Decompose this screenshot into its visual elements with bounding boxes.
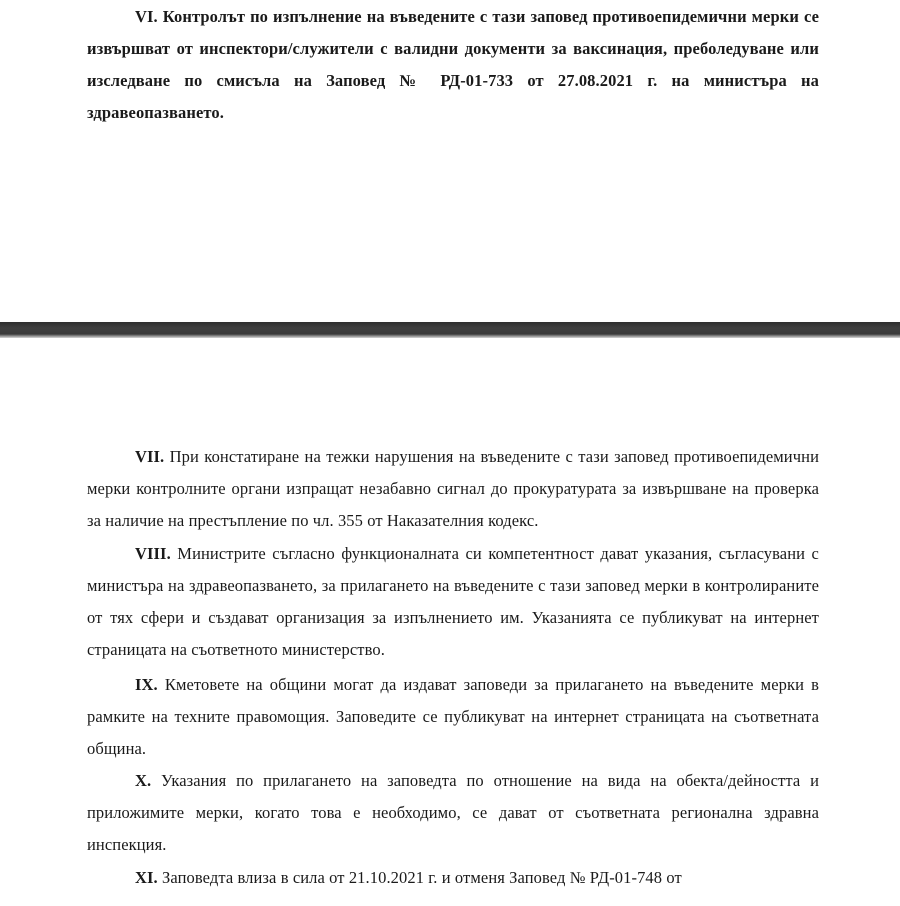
paragraph-text: Министрите съгласно функционалната си компетентност дават указания, съгласувани с министъра на здравеопазването, за прилагането на въведените с тази заповед мерки в контролираните от тях сфери и създават организация за изпълнението им. Указанията се публикуват на интернет страницата на съответното министерство.: [87, 544, 819, 659]
paragraph-text: Кметовете на общини могат да издават заповеди за прилагането на въведените мерки в рамките на техните правомощия. Заповедите се публикуват на интернет страницата на съответната община.: [87, 675, 819, 758]
paragraph-number: X.: [135, 771, 152, 790]
paragraph-text: Заповедта влиза в сила от 21.10.2021 г. и отменя Заповед № РД-01-748 от: [157, 868, 682, 887]
paragraph-number: VII.: [135, 447, 165, 466]
paragraph-vii: [87, 441, 819, 537]
paragraph-text: Контролът по изпълнение на въведените с тази заповед противоепидемични мерки се извършват от инспектори/служители с валидни документи за ваксинация, преболедуване или изследване по смисъла на Заповед № РД-01-733 от 27.08.2021 г. на министъра на здравеопазването.: [87, 7, 819, 122]
paragraph-text: При констатиране на тежки нарушения на въведените с тази заповед противоепидемични мерки контролните органи изпращат незабавно сигнал до прокуратурата за извършване на проверка за наличие на престъпление по чл. 355 от Наказателния кодекс.: [87, 447, 819, 530]
paragraph-number: VIII.: [135, 544, 171, 563]
paragraph-xi: [87, 862, 819, 894]
paragraph-number: XI.: [135, 868, 158, 887]
paragraph-x: [87, 765, 819, 861]
paragraph-vi: [87, 1, 819, 129]
document-page-upper: [0, 0, 900, 322]
paragraph-ix: [87, 669, 819, 765]
paragraph-viii: [87, 538, 819, 666]
paragraph-number: IX.: [135, 675, 158, 694]
paragraph-number: VI.: [135, 7, 158, 26]
page-break-divider: [0, 322, 900, 338]
paragraph-text: Указания по прилагането на заповедта по отношение на вида на обекта/дейността и приложимите мерки, когато това е необходимо, се дават от съответната регионална здравна инспекция.: [87, 771, 819, 854]
